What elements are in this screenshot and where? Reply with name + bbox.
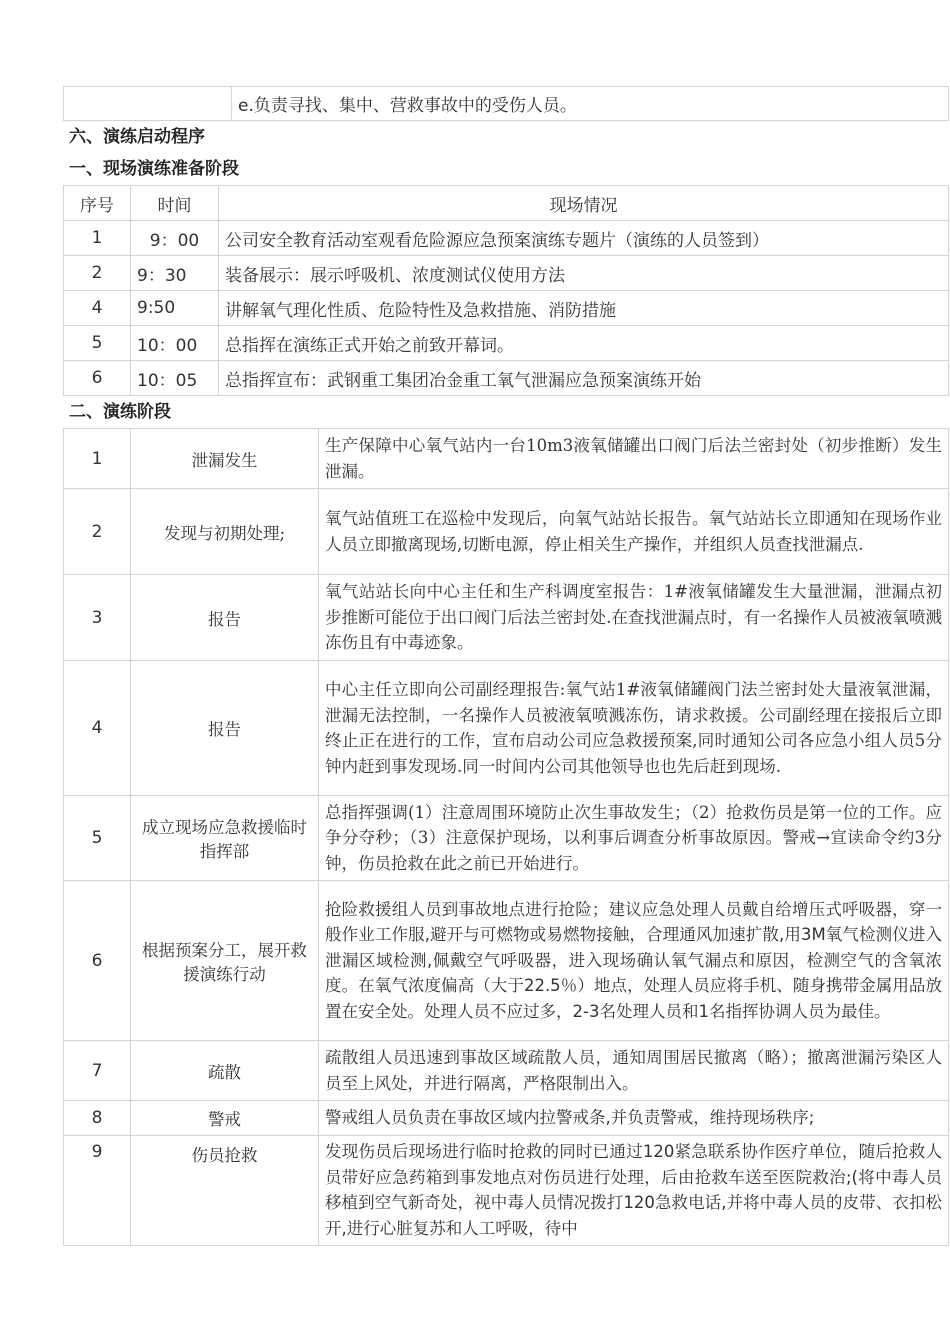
- table-row: [64, 1136, 949, 1246]
- row-description: 警戒组人员负责在事故区域内拉警戒条,并负责警戒，维持现场秩序;: [319, 1101, 949, 1136]
- row-no: 6: [64, 361, 131, 396]
- table-row: [64, 87, 949, 121]
- section-heading-6: 六、演练启动程序: [69, 127, 205, 147]
- table-row: [64, 796, 949, 881]
- row-time: 9：00: [131, 221, 219, 256]
- row-no: 9: [64, 1136, 131, 1246]
- row-no: 4: [64, 661, 131, 796]
- row-stage: 报告: [131, 575, 319, 661]
- row-description: 中心主任立即向公司副经理报告:氧气站1#液氧储罐阀门法兰密封处大量液氧泄漏，泄漏无法控制，一名操作人员被液氧喷溅冻伤，请求救援。公司副经理在接报后立即终止正在进行的工作，宣布启动公司应急救援预案,同时通知公司各应急小组人员5分钟内赶到事发现场.同一时间内公司其他领导也也先后赶到现场.: [319, 661, 949, 796]
- row-description: 发现伤员后现场进行临时抢救的同时已通过120紧急联系协作医疗单位，随后抢救人员带好应急药箱到事发地点对伤员进行处理，后由抢救车送至医院救治;(将中毒人员移植到空气新奇处，视中毒人员情况拨打120急救电话,并将中毒人员的皮带、衣扣松开,进行心脏复苏和人工呼吸，待中: [319, 1136, 949, 1246]
- row-no: 7: [64, 1041, 131, 1101]
- row-situation: 讲解氧气理化性质、危险特性及急救措施、消防措施: [219, 291, 949, 326]
- row-no: 5: [64, 326, 131, 361]
- row-stage: 泄漏发生: [131, 429, 319, 489]
- table-row: [64, 256, 949, 291]
- row-situation: 总指挥宣布：武钢重工集团冶金重工氧气泄漏应急预案演练开始: [219, 361, 949, 396]
- row-stage: 根据预案分工，展开救援演练行动: [131, 881, 319, 1041]
- row-no: 4: [64, 291, 131, 326]
- row-situation: 装备展示：展示呼吸机、浓度测试仪使用方法: [219, 256, 949, 291]
- table-row: [64, 575, 949, 661]
- table-row: [64, 361, 949, 396]
- row-no: 3: [64, 575, 131, 661]
- row-stage: 警戒: [131, 1101, 319, 1136]
- header-time: 时间: [131, 186, 219, 221]
- row-no: 1: [64, 221, 131, 256]
- row-time: 9：30: [131, 256, 219, 291]
- table-row: [64, 221, 949, 256]
- row-description: 氧气站站长向中心主任和生产科调度室报告：1#液氧储罐发生大量泄漏，泄漏点初步推断可能位于出口阀门后法兰密封处.在查找泄漏点时，有一名操作人员被液氧喷溅冻伤且有中毒迹象。: [319, 575, 949, 661]
- row-description: 生产保障中心氧气站内一台10m3液氧储罐出口阀门后法兰密封处（初步推断）发生泄漏。: [319, 429, 949, 489]
- previous-table-tail: [63, 86, 949, 121]
- row-stage: 伤员抢救: [131, 1136, 319, 1246]
- row-stage: 报告: [131, 661, 319, 796]
- table-row: [64, 1101, 949, 1136]
- row-no: 6: [64, 881, 131, 1041]
- row-description: 抢险救援组人员到事故地点进行抢险；建议应急处理人员戴自给增压式呼吸器，穿一般作业工作服,避开与可燃物或易燃物接触，合理通风加速扩散,用3M氧气检测仪进入泄漏区域检测,佩戴空气呼吸器，进入现场确认氧气漏点和原因，检测空气的含氧浓度。在氧气浓度偏高（大于22.5％）地点，处理人员应将手机、随身携带金属用品放置在安全处。处理人员不应过多，2-3名处理人员和1名指挥协调人员为最佳。: [319, 881, 949, 1041]
- row-no: 8: [64, 1101, 131, 1136]
- table-row: [64, 661, 949, 796]
- table-row: [64, 326, 949, 361]
- row-time: 10：05: [131, 361, 219, 396]
- row-stage: 成立现场应急救援临时指挥部: [131, 796, 319, 881]
- header-no: 序号: [64, 186, 131, 221]
- row-stage: 发现与初期处理;: [131, 489, 319, 575]
- prep-stage-heading: 一、现场演练准备阶段: [69, 159, 239, 179]
- row-no: 2: [64, 489, 131, 575]
- drill-stage-heading: 二、演练阶段: [69, 402, 171, 422]
- row-time: 10：00: [131, 326, 219, 361]
- table-row: [64, 489, 949, 575]
- row-no: 2: [64, 256, 131, 291]
- row-description: 总指挥强调(1）注意周围环境防止次生事故发生；（2）抢救伤员是第一位的工作。应争分夺秒；（3）注意保护现场，以利事后调查分析事故原因。警戒→宣读命令约3分钟，伤员抢救在此之前已开始进行。: [319, 796, 949, 881]
- prep-stage-table: [63, 185, 949, 396]
- header-situation: 现场情况: [219, 186, 949, 221]
- table-row: [64, 291, 949, 326]
- table-row: [64, 881, 949, 1041]
- row-no: 5: [64, 796, 131, 881]
- row-description: 氧气站值班工在巡检中发现后，向氧气站站长报告。氧气站站长立即通知在现场作业人员立即撤离现场,切断电源，停止相关生产操作，并组织人员查找泄漏点.: [319, 489, 949, 575]
- task-item-e: e.负责寻找、集中、营救事故中的受伤人员。: [232, 87, 949, 121]
- table-row: [64, 1041, 949, 1101]
- row-time: 9:50: [131, 291, 219, 326]
- table-header-row: [64, 186, 949, 221]
- row-situation: 总指挥在演练正式开始之前致开幕词。: [219, 326, 949, 361]
- row-no: 1: [64, 429, 131, 489]
- document-page: [63, 86, 948, 1246]
- row-description: 疏散组人员迅速到事故区域疏散人员，通知周围居民撤离（略）；撤离泄漏污染区人员至上风处，并进行隔离，严格限制出入。: [319, 1041, 949, 1101]
- table-row: [64, 429, 949, 489]
- drill-stage-table: [63, 428, 949, 1246]
- row-stage: 疏散: [131, 1041, 319, 1101]
- row-situation: 公司安全教育活动室观看危险源应急预案演练专题片（演练的人员签到）: [219, 221, 949, 256]
